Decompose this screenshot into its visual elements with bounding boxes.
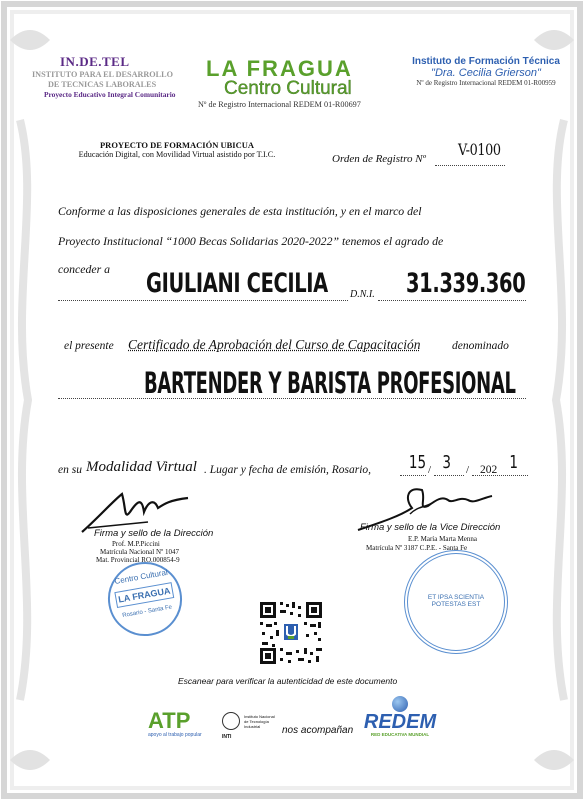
place-date-label: . Lugar y fecha de emisión, Rosario, [204, 464, 372, 476]
redem-logo-block [360, 696, 440, 737]
globe-icon [392, 696, 408, 712]
intro-line2: Proyecto Institucional “1000 Becas Solidarias 2020-2022” tenemos el agrado de [58, 234, 444, 248]
right-title: Instituto de Formación Técnica [412, 56, 560, 67]
qr-code [258, 600, 324, 666]
modality: Modalidad Virtual [86, 459, 197, 475]
modality-prefix: en su [58, 464, 82, 476]
atp-logo: ATP [148, 708, 191, 733]
indetel-title: IN.DE.TEL [60, 54, 130, 69]
course-name: BARTENDER Y BARISTA PROFESIONAL [144, 366, 516, 400]
project-title: PROYECTO DE FORMACIÓN UBICUA [99, 140, 255, 150]
course-line [58, 398, 526, 399]
left-sig-line2: Matrícula Nacional Nº 1047 [100, 548, 179, 556]
order-line [435, 165, 505, 166]
recipient-name: GIULIANI CECILIA [146, 268, 328, 299]
right-signature-caption: Firma y sello de la Vice Dirección [360, 522, 501, 533]
qr-caption: Escanear para verificar la autenticidad de este documento [178, 676, 398, 686]
slash2: / [466, 464, 470, 476]
accompany-text: nos acompañan [282, 725, 354, 736]
left-sig-line1: Prof. M.P.Piccini [112, 540, 160, 548]
project-subtitle: Educación Digital, con Movilidad Virtual asistido por T.I.C. [78, 150, 276, 159]
left-stamp-top: Centro Cultural [113, 567, 169, 586]
redem-logo: REDEM [363, 711, 437, 733]
slash1: / [428, 464, 432, 476]
dni-value: 31.339.360 [406, 268, 526, 299]
order-value: V-0100 [458, 140, 501, 159]
indetel-line2: DE TECNICAS LABORALES [48, 80, 157, 89]
right-stamp [404, 550, 508, 654]
grant-label: conceder a [58, 262, 111, 276]
named-label: denominado [452, 340, 509, 352]
atp-sub: apoyo al trabajo popular [148, 732, 202, 738]
center-registry: Nº de Registro Internacional REDEM 01-R00697 [198, 100, 361, 109]
month-line [434, 475, 464, 476]
right-name: "Dra. Cecilia Grierson" [431, 67, 541, 79]
day-line [400, 475, 426, 476]
atp-logo-block [148, 710, 218, 738]
indetel-line1: INSTITUTO PARA EL DESARROLLO [32, 70, 173, 79]
intro-line1: Conforme a las disposiciones generales de esta institución, y en el marco del [58, 204, 422, 218]
certificate-type: Certificado de Aprobación del Curso de Capacitación [128, 337, 421, 352]
left-stamp-bottom: Rosario - Santa Fe [121, 604, 173, 620]
brand-bottom: Centro Cultural [224, 78, 352, 99]
left-signature-caption: Firma y sello de la Dirección [94, 528, 214, 539]
present-label: el presente [64, 340, 114, 352]
day-value: 15 [408, 452, 427, 473]
inti-icon [222, 712, 240, 730]
left-stamp-center: LA FRAGUA [114, 582, 174, 608]
inti-text: Instituto Nacional de Tecnología Industrial [244, 714, 275, 729]
project-block [62, 140, 292, 159]
year-prefix: 202 [480, 464, 498, 476]
right-sig-line2: Matrícula Nº 3187 C.P.E. - Santa Fe [366, 544, 468, 552]
header-right-logo [406, 56, 566, 87]
indetel-line3: Proyecto Educativo Integral Comunitario [44, 90, 176, 99]
month-value: 3 [442, 452, 452, 473]
header-center-logo [198, 58, 396, 109]
right-registry: Nº de Registro Internacional REDEM 01-R00959 [416, 79, 556, 87]
right-sig-line1: E.P. María Marta Menna [408, 535, 478, 543]
redem-sub: RED EDUCATIVA MUNDIAL [370, 732, 430, 737]
brand-top: LA FRAGUA [206, 56, 353, 81]
right-stamp-text: ET IPSA SCIENTIA POTESTAS EST [427, 594, 485, 608]
left-sig-line3: Mat. Provincial RO.000854-9 [96, 556, 180, 564]
inti-logo: INTI [222, 734, 232, 740]
year-suffix: 1 [509, 452, 519, 473]
dni-label: D.N.I. [350, 289, 375, 300]
order-label: Orden de Registro Nº [332, 153, 426, 165]
dni-line [378, 300, 526, 301]
header-left-logo [32, 54, 192, 100]
recipient-line [58, 300, 348, 301]
